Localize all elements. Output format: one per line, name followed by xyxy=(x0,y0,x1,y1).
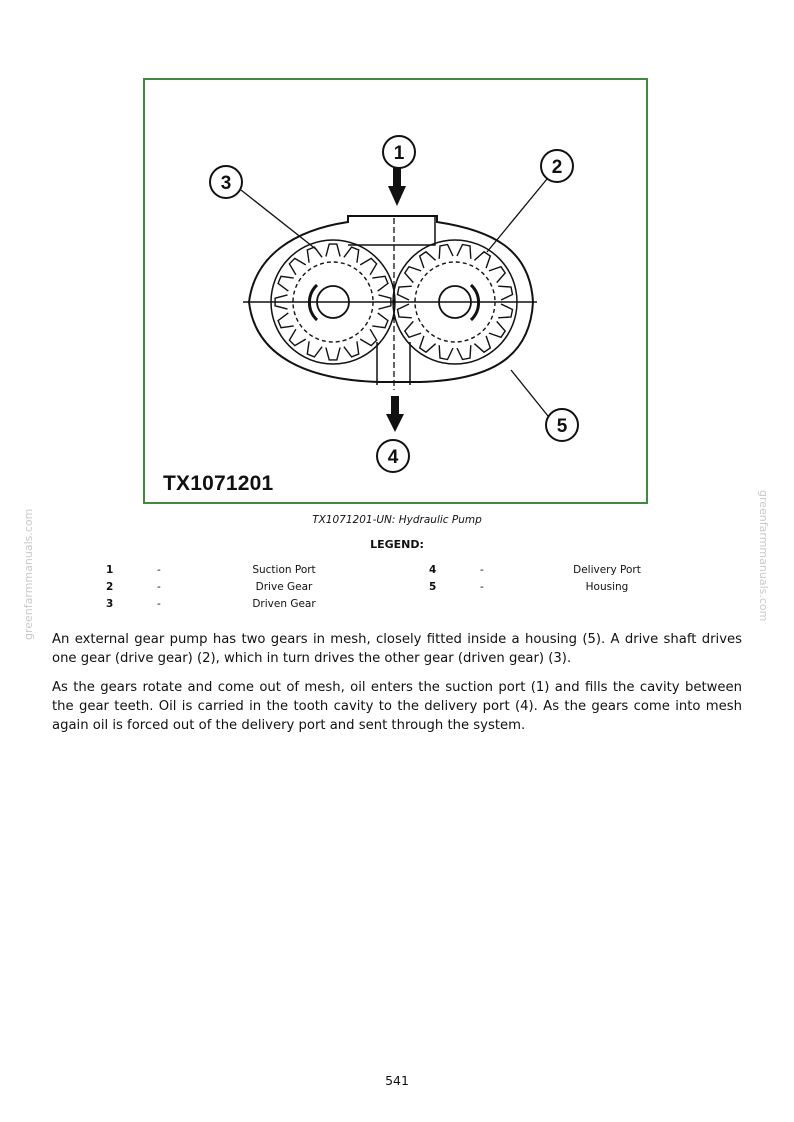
watermark-left: greenfarmmanuals.com xyxy=(22,508,35,640)
legend-title: LEGEND: xyxy=(370,538,424,551)
legend-separator: - xyxy=(157,598,161,610)
callout-2-label: 2 xyxy=(551,157,563,178)
callout-4-label: 4 xyxy=(387,447,399,468)
legend-number: 3 xyxy=(106,598,114,610)
callout-1-label: 1 xyxy=(393,143,405,164)
legend-text: Drive Gear xyxy=(255,581,313,593)
legend-separator: - xyxy=(157,581,161,593)
suction-flow-arrowhead xyxy=(388,186,406,206)
legend-separator: - xyxy=(480,581,484,593)
legend-separator: - xyxy=(157,564,161,576)
legend-text: Suction Port xyxy=(252,564,316,576)
callout-5-label: 5 xyxy=(556,416,568,437)
legend-text: Driven Gear xyxy=(252,598,316,610)
body-paragraph-2: As the gears rotate and come out of mesh, oil enters the suction port (1) and fills the cavity between the gear teeth. Oil is carried in the tooth cavity to the delivery port (4). As the gears come into mesh again oil is forced out of the delivery port and sent through the system. xyxy=(52,680,742,733)
top-port-block xyxy=(348,216,435,245)
legend-text: Housing xyxy=(585,581,629,593)
delivery-flow-arrowhead xyxy=(386,414,404,432)
hydraulic-pump-diagram xyxy=(145,80,650,506)
legend-number: 2 xyxy=(106,581,114,593)
callout-3-label: 3 xyxy=(220,173,232,194)
body-paragraph-1: An external gear pump has two gears in mesh, closely fitted inside a housing (5). A drive shaft drives one gear (drive gear) (2), which in turn drives the other gear (driven gear) (3). xyxy=(52,632,742,666)
legend-number: 1 xyxy=(106,564,114,576)
figure-id-label: TX1071201 xyxy=(163,472,274,495)
figure-caption: TX1071201-UN: Hydraulic Pump xyxy=(312,514,482,526)
page-number: 541 xyxy=(385,1073,409,1088)
figure-frame xyxy=(143,78,648,504)
watermark-right: greenfarmmanuals.com xyxy=(757,490,770,622)
legend-number: 4 xyxy=(429,564,437,576)
legend-number: 5 xyxy=(429,581,437,593)
legend-text: Delivery Port xyxy=(573,564,641,576)
callout-5 xyxy=(511,370,578,441)
legend-separator: - xyxy=(480,564,484,576)
